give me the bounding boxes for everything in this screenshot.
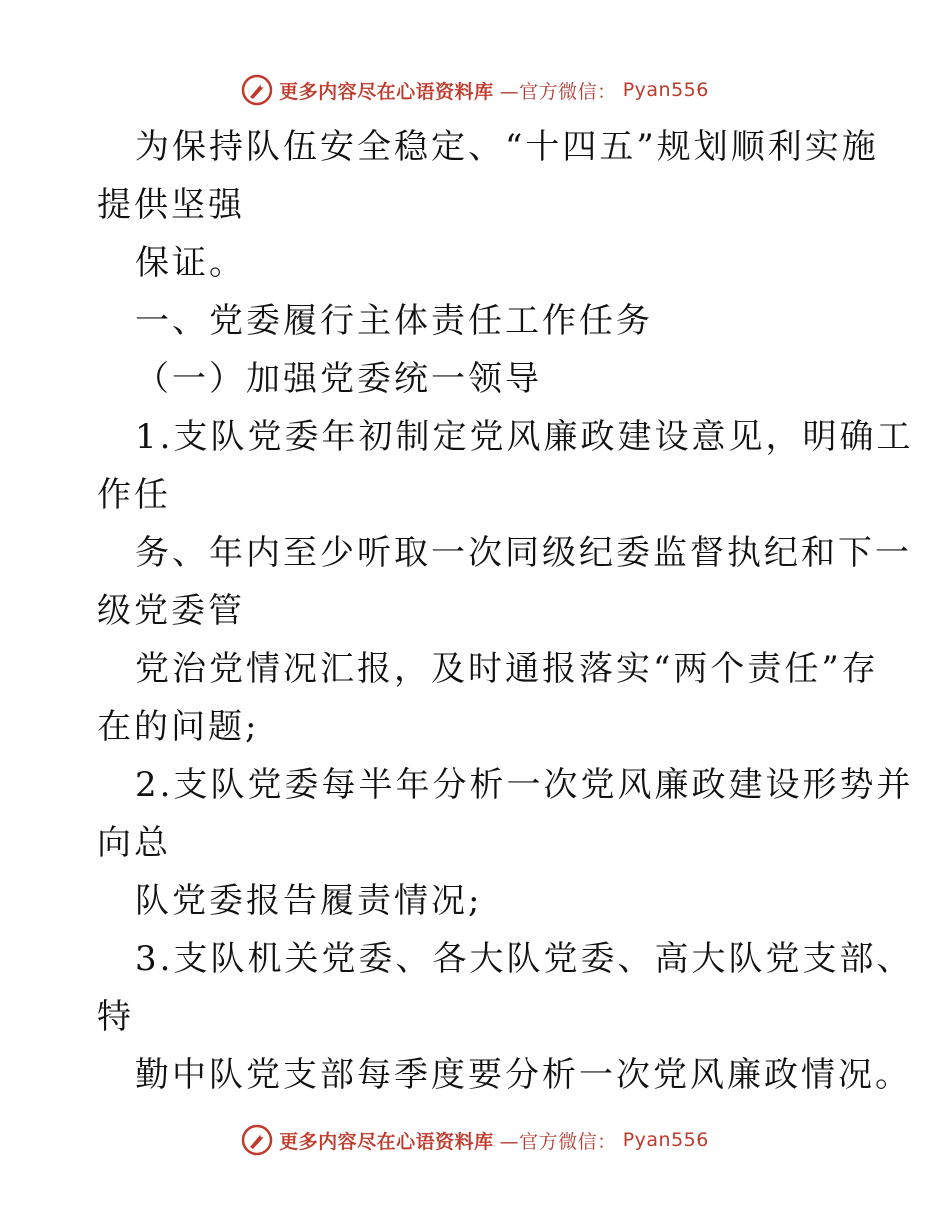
text-line: 一、党委履行主体责任工作任务 [135, 301, 653, 341]
footer-watermark [0, 1120, 950, 1160]
watermark-id-text: Pyan556 [622, 79, 709, 101]
text-line: 作任 [97, 475, 171, 515]
text-line: 级党委管 [97, 591, 245, 631]
pen-logo-icon [241, 74, 273, 106]
text-line: 勤中队党支部每季度要分析一次党风廉政情况。 [135, 1055, 912, 1095]
watermark-main-text: 更多内容尽在心语资料库 [279, 80, 494, 103]
text-line: 提供坚强 [97, 185, 245, 225]
pen-logo-icon [241, 1124, 273, 1156]
text-line: 为保持队伍安全稳定、“十四五”规划顺利实施 [135, 127, 879, 167]
text-line: （一）加强党委统一领导 [135, 359, 542, 399]
watermark-label-text: —官方微信： [499, 80, 617, 103]
text-line: 党治党情况汇报，及时通报落实“两个责任”存 [135, 649, 879, 689]
watermark-label-text: —官方微信： [499, 1130, 617, 1153]
text-line: 队党委报告履责情况; [135, 881, 483, 921]
text-line: 务、年内至少听取一次同级纪委监督执纪和下一 [135, 533, 912, 573]
document-body [97, 118, 914, 1104]
text-line: 特 [97, 997, 134, 1037]
text-line: 2.支队党委每半年分析一次党风廉政建设形势并 [135, 765, 914, 805]
text-line: 保证。 [135, 243, 246, 283]
text-line: 3.支队机关党委、各大队党委、高大队党支部、 [135, 939, 914, 979]
watermark-main-text: 更多内容尽在心语资料库 [279, 1130, 494, 1153]
text-line: 1.支队党委年初制定党风廉政建设意见，明确工 [135, 417, 914, 457]
text-line: 向总 [97, 823, 171, 863]
header-watermark [0, 70, 950, 110]
text-line: 在的问题; [97, 707, 260, 747]
watermark-id-text: Pyan556 [622, 1129, 709, 1151]
